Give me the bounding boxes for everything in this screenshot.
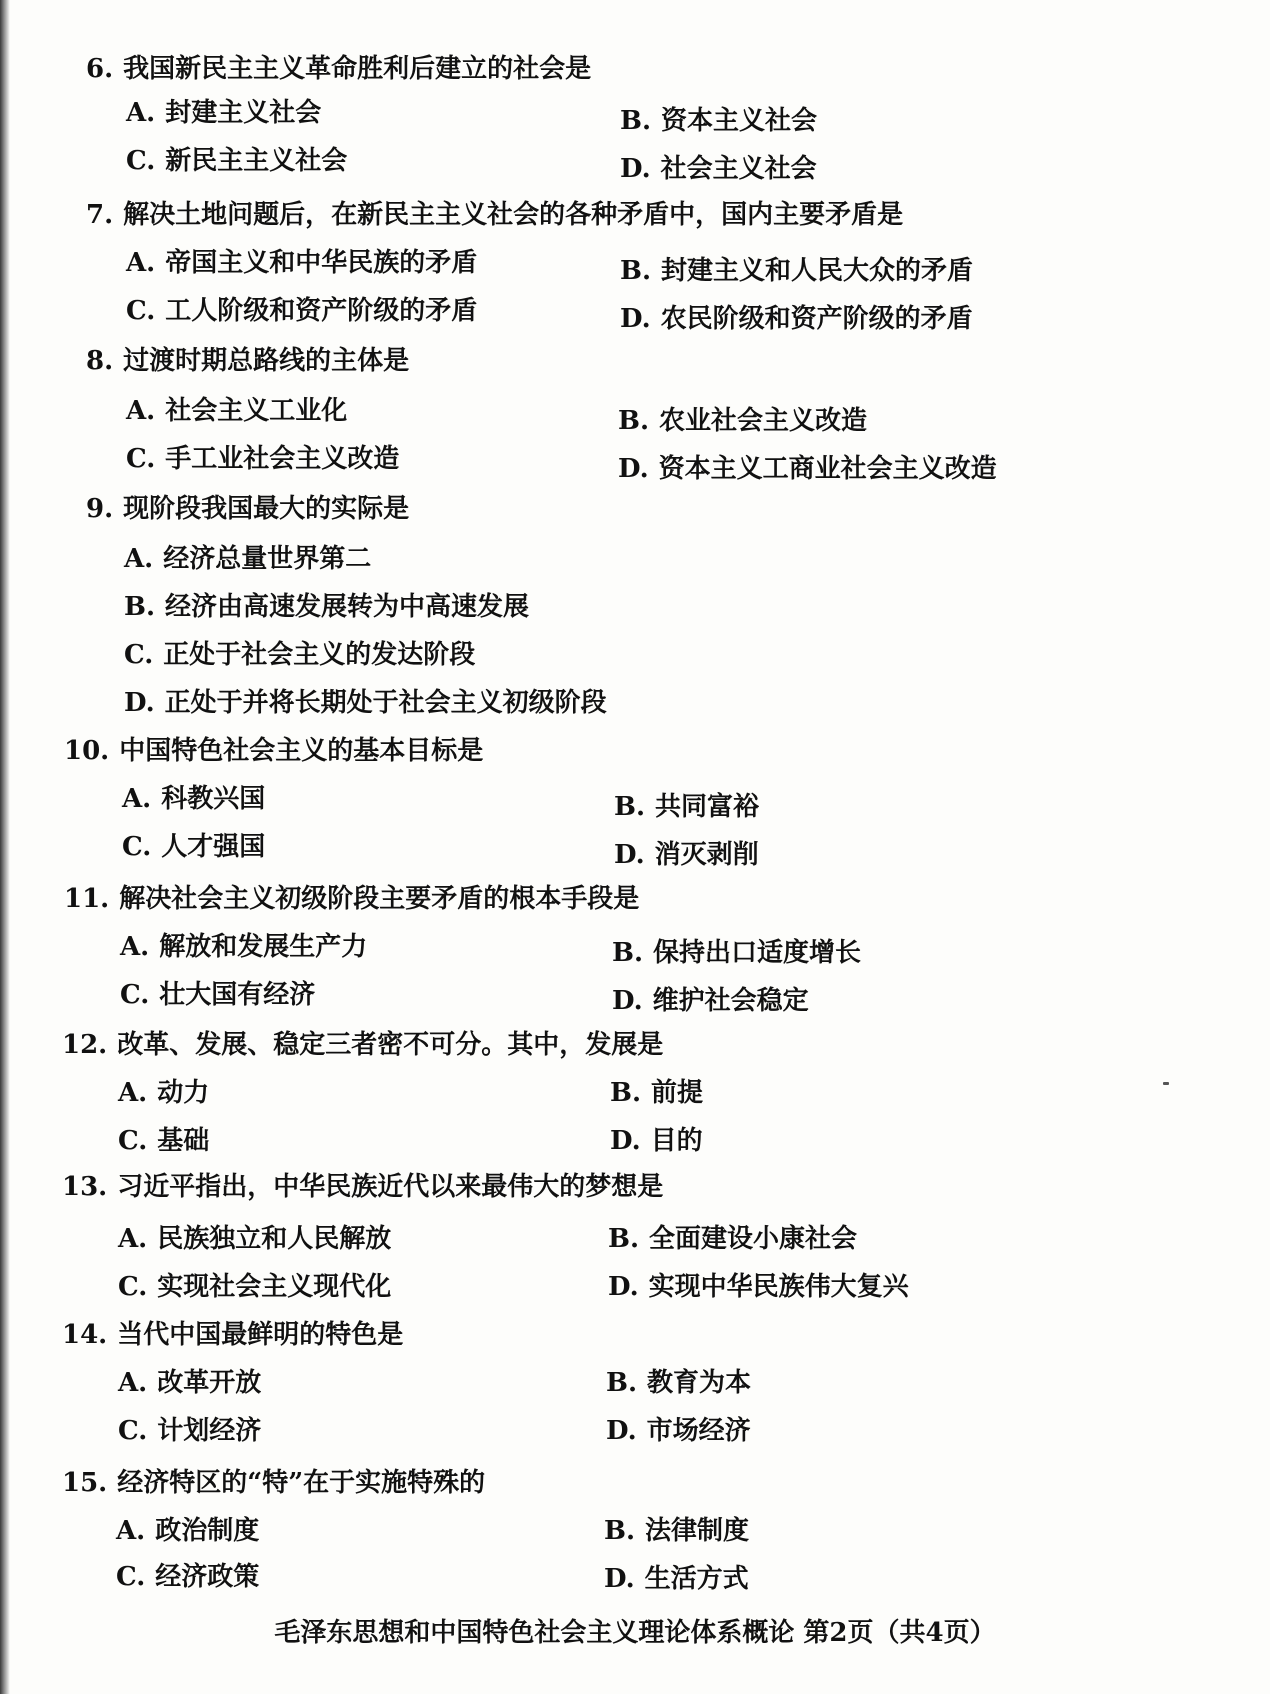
option-letter: A.	[118, 1224, 148, 1254]
option-letter: C.	[118, 1272, 148, 1302]
option	[606, 1414, 751, 1448]
option-letter: D.	[124, 688, 155, 718]
option-letter: C.	[118, 1126, 148, 1156]
option	[118, 1366, 261, 1400]
question-number: 14.	[62, 1320, 108, 1350]
option-text: 农民阶级和资产阶级的矛盾	[660, 304, 973, 334]
option	[116, 1560, 259, 1594]
option-text: 农业社会主义改造	[659, 406, 868, 436]
option-letter: D.	[620, 154, 651, 184]
option-text: 正处于社会主义的发达阶段	[163, 640, 476, 670]
option-text: 消灭剥削	[654, 840, 759, 870]
option-text: 经济政策	[155, 1562, 260, 1592]
option-text: 封建主义社会	[165, 98, 322, 128]
option	[604, 1514, 749, 1548]
option	[604, 1562, 749, 1596]
option-letter: C.	[126, 296, 156, 326]
option-letter: B.	[606, 1368, 638, 1398]
option-letter: A.	[118, 1368, 148, 1398]
question-number: 11.	[64, 884, 110, 914]
option-text: 前提	[651, 1078, 704, 1108]
option	[124, 686, 607, 720]
option-letter: B.	[608, 1224, 640, 1254]
option	[118, 1414, 261, 1448]
question-text: 当代中国最鲜明的特色是	[117, 1320, 404, 1350]
option-letter: A.	[126, 248, 156, 278]
option	[124, 542, 371, 576]
question-stem	[86, 198, 903, 232]
option-letter: B.	[614, 792, 646, 822]
option-text: 经济总量世界第二	[163, 544, 372, 574]
option	[614, 790, 759, 824]
question-number: 8.	[86, 346, 114, 376]
option-text: 基础	[157, 1126, 210, 1156]
option-letter: B.	[124, 592, 156, 622]
option-letter: B.	[604, 1516, 636, 1546]
option-text: 社会主义社会	[660, 154, 817, 184]
option-letter: B.	[612, 938, 644, 968]
option	[116, 1514, 259, 1548]
question-text: 我国新民主主义革命胜利后建立的社会是	[123, 54, 592, 84]
option-letter: B.	[618, 406, 650, 436]
option	[122, 782, 265, 816]
option-text: 封建主义和人民大众的矛盾	[661, 256, 974, 286]
option-text: 实现社会主义现代化	[157, 1272, 392, 1302]
option	[620, 152, 817, 186]
option-text: 壮大国有经济	[159, 980, 316, 1010]
option	[126, 246, 477, 280]
option-text: 计划经济	[157, 1416, 262, 1446]
option	[126, 144, 347, 178]
option	[118, 1222, 391, 1256]
option	[618, 404, 867, 438]
question-text: 现阶段我国最大的实际是	[123, 494, 410, 524]
option-text: 保持出口适度增长	[653, 938, 862, 968]
option	[618, 452, 997, 486]
option	[124, 590, 529, 624]
option	[126, 394, 347, 428]
option-letter: D.	[608, 1272, 639, 1302]
option-letter: A.	[126, 98, 156, 128]
option-letter: A.	[124, 544, 154, 574]
option-text: 目的	[650, 1126, 703, 1156]
question-text: 改革、发展、稳定三者密不可分。其中，发展是	[117, 1030, 664, 1060]
question-number: 9.	[86, 494, 114, 524]
option-letter: D.	[618, 454, 649, 484]
option	[620, 104, 817, 138]
option-letter: C.	[120, 980, 150, 1010]
option-letter: A.	[126, 396, 156, 426]
option-letter: B.	[610, 1078, 642, 1108]
option-text: 工人阶级和资产阶级的矛盾	[165, 296, 478, 326]
option	[608, 1270, 909, 1304]
option-letter: B.	[620, 256, 652, 286]
question-number: 12.	[62, 1030, 108, 1060]
question-text: 解决土地问题后，在新民主主义社会的各种矛盾中，国内主要矛盾是	[123, 200, 904, 230]
option-letter: C.	[122, 832, 152, 862]
option-text: 共同富裕	[655, 792, 760, 822]
question-number: 6.	[86, 54, 114, 84]
question-stem	[62, 1170, 663, 1204]
option-text: 社会主义工业化	[165, 396, 348, 426]
option	[118, 1124, 209, 1158]
question-stem	[86, 344, 409, 378]
option-letter: A.	[122, 784, 152, 814]
option-text: 资本主义工商业社会主义改造	[658, 454, 997, 484]
question-text: 经济特区的“特”在于实施特殊的	[117, 1468, 486, 1498]
option	[608, 1222, 857, 1256]
page-footer: 毛泽东思想和中国特色社会主义理论体系概论 第2页（共4页）	[274, 1618, 996, 1648]
option	[126, 442, 399, 476]
question-stem	[86, 52, 591, 86]
option-text: 改革开放	[157, 1368, 262, 1398]
option-text: 全面建设小康社会	[649, 1224, 858, 1254]
option-text: 人才强国	[161, 832, 266, 862]
question-number: 7.	[86, 200, 114, 230]
option	[612, 984, 809, 1018]
question-stem	[62, 1028, 663, 1062]
question-number: 15.	[62, 1468, 108, 1498]
option	[620, 254, 973, 288]
option	[118, 1076, 209, 1110]
option-text: 生活方式	[644, 1564, 749, 1594]
option-text: 教育为本	[647, 1368, 752, 1398]
option-text: 维护社会稳定	[652, 986, 809, 1016]
option-text: 政治制度	[155, 1516, 260, 1546]
option-letter: C.	[126, 146, 156, 176]
question-stem	[64, 882, 639, 916]
option-letter: D.	[606, 1416, 637, 1446]
option-letter: D.	[614, 840, 645, 870]
option-text: 正处于并将长期处于社会主义初级阶段	[164, 688, 607, 718]
question-text: 习近平指出，中华民族近代以来最伟大的梦想是	[117, 1172, 664, 1202]
option-text: 资本主义社会	[661, 106, 818, 136]
option	[126, 96, 321, 130]
option-letter: C.	[116, 1562, 146, 1592]
option-text: 市场经济	[646, 1416, 751, 1446]
option-text: 手工业社会主义改造	[165, 444, 400, 474]
option-letter: D.	[610, 1126, 641, 1156]
option-text: 实现中华民族伟大复兴	[648, 1272, 909, 1302]
option	[620, 302, 973, 336]
option-letter: A.	[118, 1078, 148, 1108]
option-text: 科教兴国	[161, 784, 266, 814]
option-text: 法律制度	[645, 1516, 750, 1546]
option-letter: A.	[116, 1516, 146, 1546]
option	[612, 936, 861, 970]
question-text: 过渡时期总路线的主体是	[123, 346, 410, 376]
question-stem	[86, 492, 409, 526]
option	[606, 1366, 751, 1400]
option-letter: D.	[620, 304, 651, 334]
question-number: 10.	[64, 736, 110, 766]
option	[614, 838, 759, 872]
option-letter: B.	[620, 106, 652, 136]
option-text: 动力	[157, 1078, 210, 1108]
option-letter: C.	[118, 1416, 148, 1446]
option-text: 民族独立和人民解放	[157, 1224, 392, 1254]
question-stem	[64, 734, 483, 768]
scan-speck	[1163, 1082, 1169, 1085]
option	[126, 294, 477, 328]
option	[120, 978, 315, 1012]
option	[610, 1076, 703, 1110]
option	[118, 1270, 391, 1304]
option-text: 经济由高速发展转为中高速发展	[165, 592, 530, 622]
question-text: 解决社会主义初级阶段主要矛盾的根本手段是	[119, 884, 640, 914]
option-text: 帝国主义和中华民族的矛盾	[165, 248, 478, 278]
option	[120, 930, 367, 964]
option	[610, 1124, 703, 1158]
option	[124, 638, 475, 672]
option-letter: D.	[604, 1564, 635, 1594]
question-number: 13.	[62, 1172, 108, 1202]
option-letter: C.	[124, 640, 154, 670]
option	[122, 830, 265, 864]
option-letter: A.	[120, 932, 150, 962]
option-text: 解放和发展生产力	[159, 932, 368, 962]
question-stem	[62, 1318, 403, 1352]
question-text: 中国特色社会主义的基本目标是	[119, 736, 484, 766]
question-stem	[62, 1466, 485, 1500]
option-letter: D.	[612, 986, 643, 1016]
scan-edge-shadow	[0, 0, 10, 1694]
option-letter: C.	[126, 444, 156, 474]
option-text: 新民主主义社会	[165, 146, 348, 176]
